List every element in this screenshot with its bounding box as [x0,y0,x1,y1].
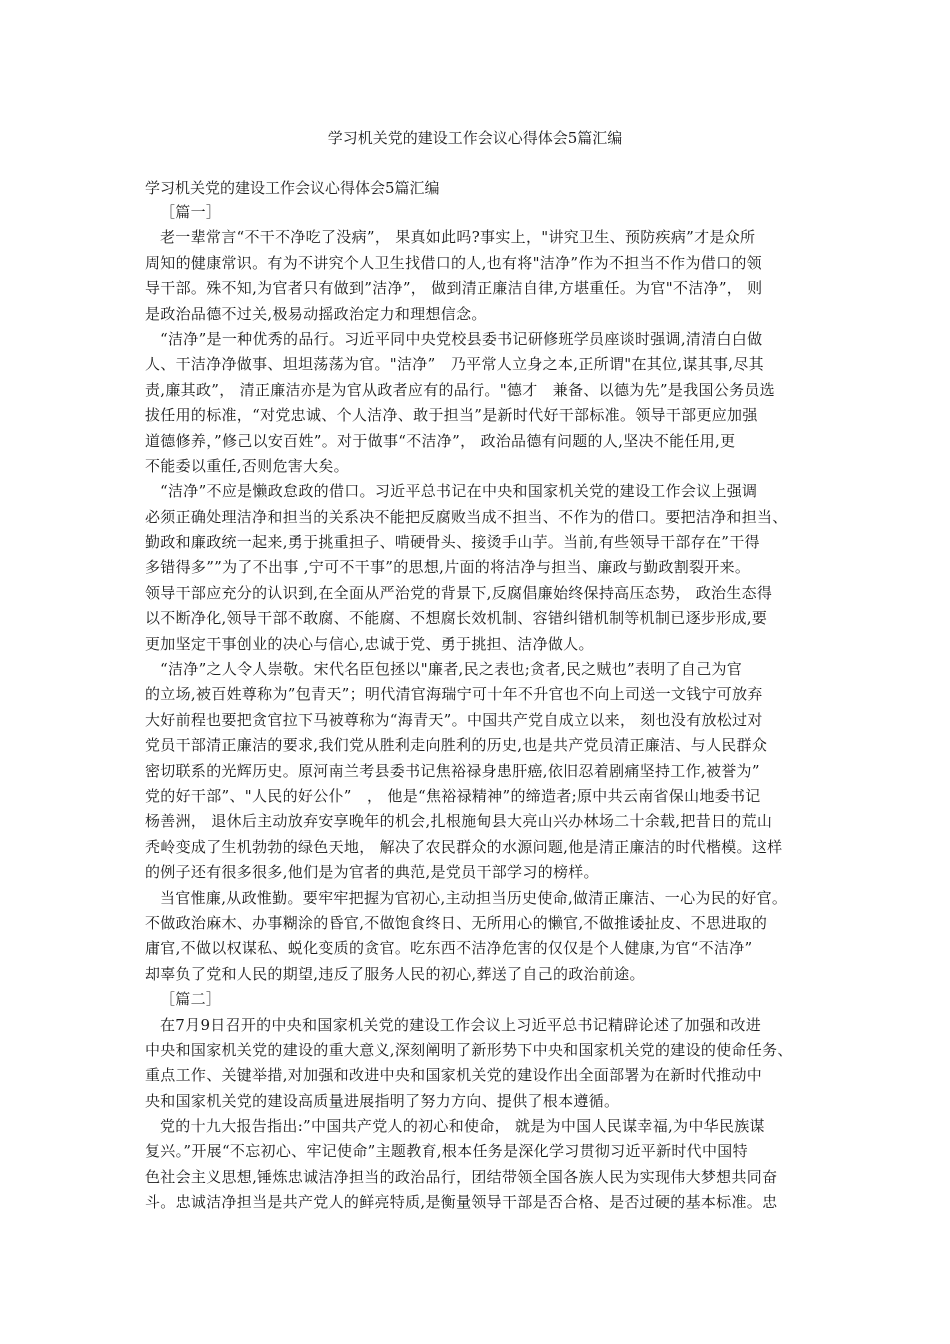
text-line: 却辜负了党和人民的期望,违反了服务人民的初心,葬送了自己的政治前途。 [145,964,645,983]
text-line: 拔任用的标准，“对党忠诚、个人洁净、敢于担当”是新时代好干部标准。领导干部更应加强 [145,406,758,425]
paragraph [145,479,810,657]
document-subtitle: 学习机关党的建设工作会议心得体会5篇汇编 [145,179,440,197]
section-label [145,200,810,225]
text-line: 党的十九大报告指出:”中国共产党人的初心和使命， 就是为中国人民谋幸福,为中华民族谋 [160,1117,765,1136]
text-line: 在7月9日召开的中央和国家机关党的建设工作会议上习近平总书记精辟论述了加强和改进 [160,1015,762,1034]
text-line: 是政治品德不过关,极易动摇政治定力和理想信念。 [145,304,487,323]
text-line: 道德修养，”修己以安百姓”。对于做事“不洁净”， 政治品德有问题的人,坚决不能任用,更 [145,431,736,450]
text-line: 不做政治麻木、办事糊涂的昏官,不做饱食终日、无所用心的懒官,不做推诿扯皮、不思进取的 [145,913,768,932]
text-line: 色社会主义思想,锤炼忠诚洁净担当的政治品行，团结带领全国各族人民为实现伟大梦想共同奋 [145,1167,778,1186]
text-line: 秃岭变成了生机勃勃的绿色天地， 解决了农民群众的水源问题,他是清正廉洁的时代楷模。这样 [145,837,783,856]
text-line: 复兴。”开展“不忘初心、牢记使命”主题教育,根本任务是深化学习贯彻习近平新时代中国特 [145,1142,748,1161]
paragraph [145,1013,810,1115]
text-line: 周知的健康常识。有为不讲究个人卫生找借口的人,也有将"洁净”作为不担当不作为借口的领 [145,253,762,272]
text-line: 庸官,不做以权谋私、蜕化变质的贪官。吃东西不洁净危害的仅仅是个人健康,为官“不洁净” [145,939,753,958]
text-line: 更加坚定干事创业的决心与信心,忠诚于党、勇于挑担、洁净做人。 [145,634,594,653]
text-line: “洁净”之人令人崇敬。宋代名臣包拯以"廉者,民之表也;贪者,民之贼也”表明了自己为官 [160,660,743,679]
text-line: “洁净”是一种优秀的品行。习近平同中央党校县委书记研修班学员座谈时强调,清清白白做 [160,329,763,348]
section-label [145,987,810,1012]
text-line: 杨善洲， 退休后主动放弃安享晚年的机会,扎根施甸县大亮山兴办林场二十余载,把昔日的荒山 [145,812,773,831]
text-line: 多错得多””为了不出事 ,宁可不干事”的思想,片面的将洁净与担当、廉政与勤政割裂开来。 [145,558,751,577]
text-line: 不能委以重任,否则危害大矣。 [145,456,349,475]
text-line: 重点工作、关键举措,对加强和改进中央和国家机关党的建设作出全面部署为在新时代推动中 [145,1066,763,1085]
text-line: “洁净”不应是懒政怠政的借口。习近平总书记在中央和国家机关党的建设工作会议上强调 [160,482,758,501]
paragraph [145,886,810,988]
text-line: 必须正确处理洁净和担当的关系决不能把反腐败当成不担当、不作为的借口。要把洁净和担当、 [145,507,788,526]
document-body [145,177,810,1216]
text-line: 大好前程也要把贪官拉下马被尊称为“海青天”。中国共产党自成立以来， 刻也没有放松过对 [145,710,763,729]
text-line: 以不断净化,领导干部不敢腐、不能腐、不想腐长效机制、容错纠错机制等机制已逐步形成,要 [145,609,768,628]
text-line: 人、干洁净净做事、坦坦荡荡为官。"洁净” 乃平常人立身之本,正所谓"在其位,谋其事,尽其 [145,355,764,374]
text-line: 的立场,被百姓尊称为”包青天”；明代清官海瑞宁可十年不升官也不向上司送一文钱宁可放弃 [145,685,763,704]
text-line: 责,廉其政”， 清正廉洁亦是为官从政者应有的品行。"德才 兼备、以德为先”是我国公务员选 [145,380,775,399]
text-line: 的例子还有很多很多,他们是为官者的典范,是党员干部学习的榜样。 [145,863,599,882]
text-line: 老一辈常言“不干不净吃了没病”， 果真如此吗?事实上，"讲究卫生、预防疾病”才是众所 [160,228,756,247]
paragraph [145,1114,810,1216]
text-line: 密切联系的光辉历史。原河南兰考县委书记焦裕禄身患肝癌,依旧忍着剧痛坚持工作,被誉为” [145,761,760,780]
text-line: 中央和国家机关党的建设的重大意义,深刻阐明了新形势下中央和国家机关党的建设的使命任务、 [145,1040,793,1059]
text-line: 导干部。殊不知,为官者只有做到”洁净”， 做到清正廉洁自律,方堪重任。为官"不洁净”， 则 [145,279,763,298]
text-line: 党的好干部”、"人民的好公仆” ， 他是“焦裕禄精神”的缔造者;原中共云南省保山地委书记 [145,786,761,805]
text-line: 领导干部应充分的认识到,在全面从严治党的背景下,反腐倡廉始终保持高压态势， 政治生态得 [145,583,773,602]
document-title: 学习机关党的建设工作会议心得体会5篇汇编 [327,129,623,147]
text-line: ［篇一］ [160,203,222,221]
text-line: 勤政和廉政统一起来,勇于挑重担子、啃硬骨头、接烫手山芋。当前,有些领导干部存在”干得 [145,533,760,552]
paragraph [145,225,810,327]
text-line: 央和国家机关党的建设高质量进展指明了努力方向、提供了根本遵循。 [145,1091,620,1110]
text-line: 党员干部清正廉洁的要求,我们党从胜利走向胜利的历史,也是共产党员清正廉洁、与人民群众 [145,736,768,755]
text-line: 当官惟廉,从政惟勤。要牢牢把握为官初心,主动担当历史使命,做清正廉洁、一心为民的好官。 [160,888,788,907]
paragraph [145,327,810,479]
text-line: 斗。忠诚洁净担当是共产党人的鲜亮特质,是衡量领导干部是否合格、是否过硬的基本标准。忠 [145,1193,778,1212]
paragraph [145,657,810,886]
text-line: ［篇二］ [160,990,222,1009]
document-blocks [145,200,810,1216]
